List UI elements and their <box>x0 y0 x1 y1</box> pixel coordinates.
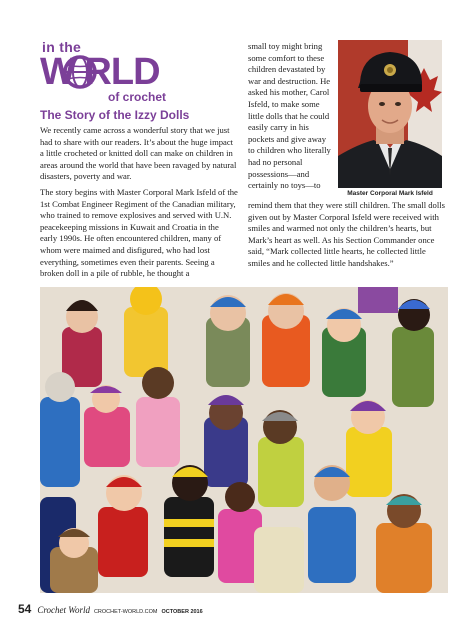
paragraph-story: The story begins with Master Corporal Mark Isfeld of the 1st Combat Engineer Regiment of the Canadian military, who trained to remove explosives and served with U.N. peacekeeping missions in Kuwait and Croatia in the early 1990s. He often encountered children, many of whom were maimed and disfigured, who had lost everything, sometimes even their parents. Seeing a broken doll in a pile of rubble, he thought a <box>40 186 238 279</box>
article-column-2 <box>248 41 334 192</box>
issue-date: OCTOBER 2016 <box>161 609 203 615</box>
logo-world: W RLD <box>40 51 160 93</box>
page-footer <box>18 602 203 618</box>
knitted-izzy-dolls-photo <box>40 287 448 593</box>
article-headline: The Story of the Izzy Dolls <box>40 108 190 122</box>
magazine-url: CROCHET-WORLD.COM <box>93 609 158 615</box>
portrait-caption: Master Corporal Mark Isfeld <box>347 190 433 197</box>
paragraph-intro: We recently came across a wonderful story that we just had to share with our readers. It’s about the huge impact a little crocheted or knitted doll can make on children in areas around the world that have been ravaged by natural disasters, poverty and war. <box>40 125 237 182</box>
paragraph-continued: small toy might bring some comfort to these children devastated by war and destruction. He asked his mother, Carol Isfeld, to make some little dolls that he could easily carry in his pockets and give away to children who literally had no personal possessions—and certainly no toys—to <box>248 41 331 191</box>
article-column-2-continued <box>248 200 448 270</box>
logo-in-the: in the <box>42 39 82 55</box>
logo-of-crochet: of crochet <box>108 90 167 104</box>
paragraph-conclusion: remind them that they were still children. The small dolls given out by Master Corporal Isfeld were received with smiles and warmed not only the children’s hearts, but Mark’s heart as well. As his Section Commander once said, “Mark collected little hearts, he collected little smiles and he collected little handshakes.” <box>248 200 445 268</box>
soldier-portrait-photo <box>338 40 442 188</box>
globe-icon <box>63 55 97 89</box>
article-column-1 <box>40 125 238 284</box>
in-the-world-of-crochet-logo <box>40 40 176 106</box>
magazine-name: Crochet World <box>37 605 90 615</box>
page-number: 54 <box>18 602 32 616</box>
